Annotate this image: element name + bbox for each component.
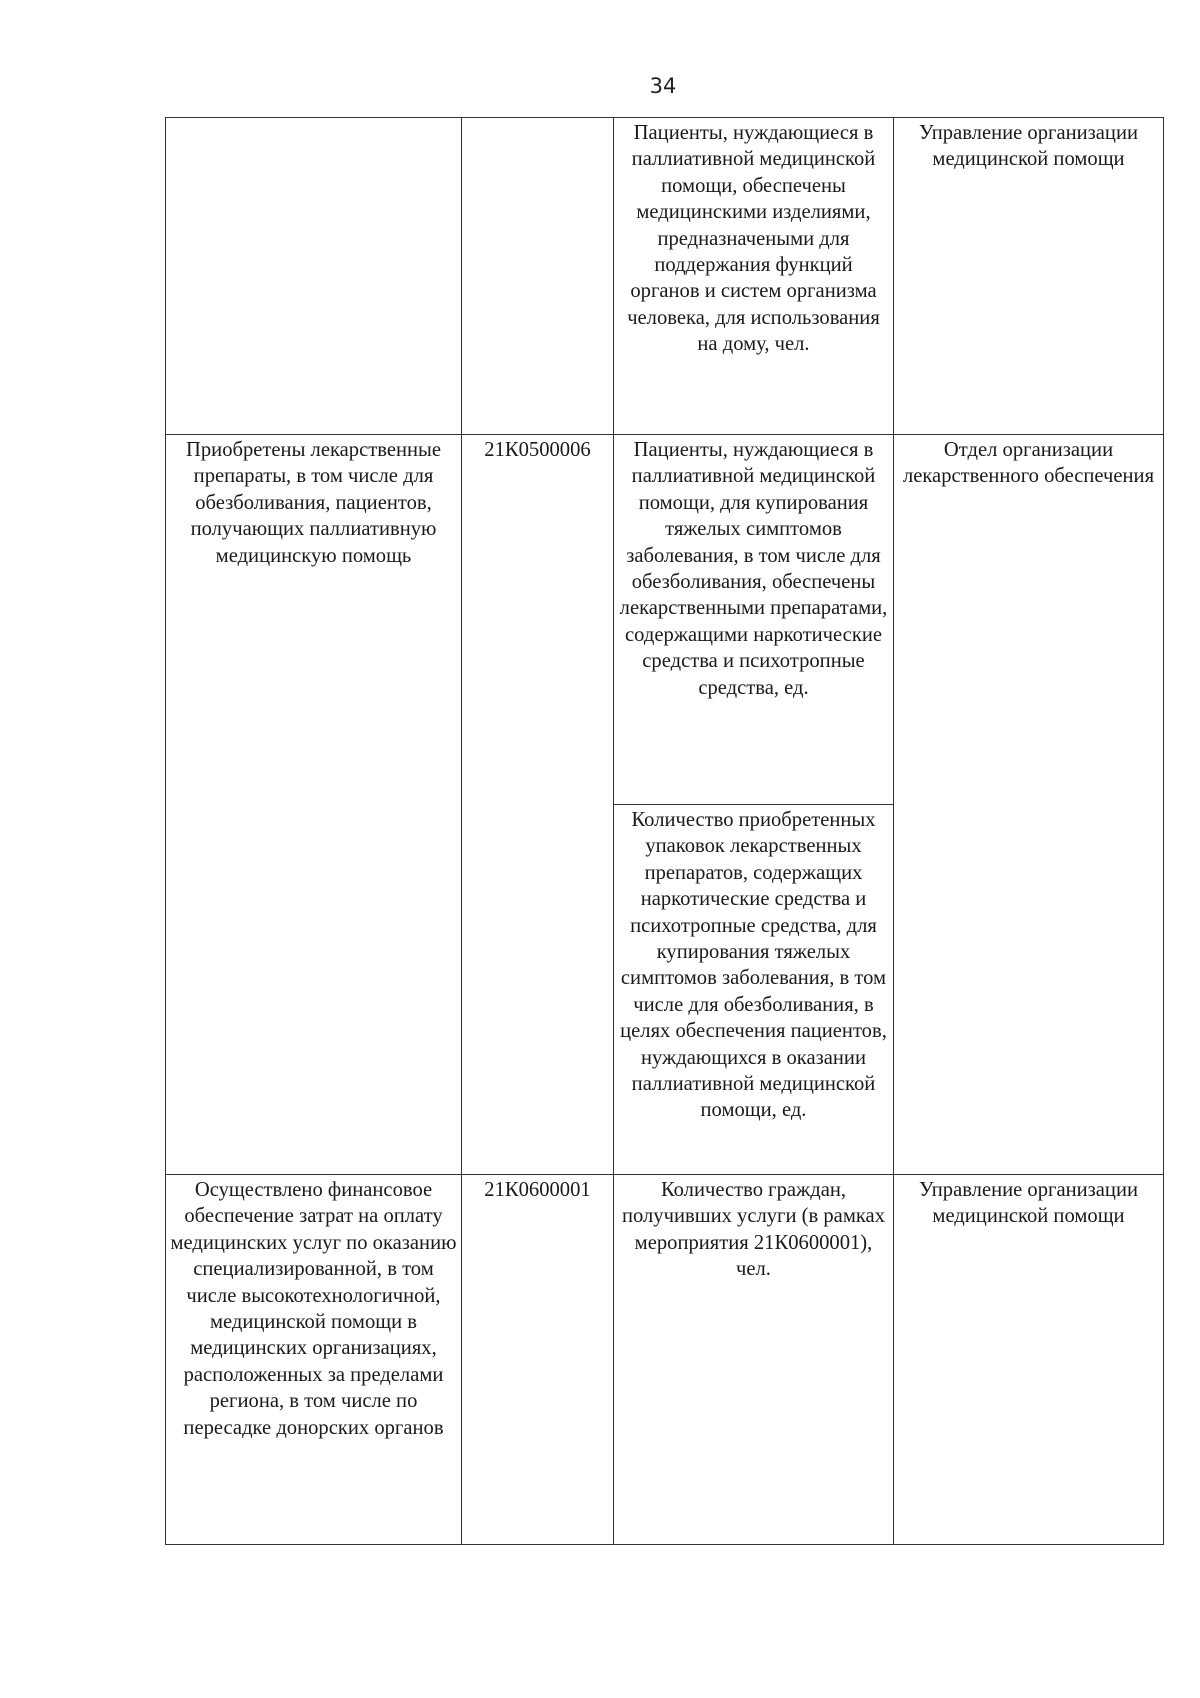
page-number: 34 xyxy=(649,74,677,98)
indicator-cell: Пациенты, нуждающиеся в паллиативной медицинской помощи, для купирования тяжелых симптомов заболевания, в том числе для обезболивания, обеспечены лекарственными препаратами, содержащими наркотические средства и психотропные средства, ед. xyxy=(614,435,894,805)
task-cell: Приобретены лекарственные препараты, в том числе для обезболивания, пациентов, получающих паллиативную медицинскую помощь xyxy=(166,435,462,1175)
indicator-cell: Количество приобретенных упаковок лекарственных препаратов, содержащих наркотические средства и психотропные средства, для купирования тяжелых симптомов заболевания, в том числе для обезболивания, в целях обеспечения пациентов, нуждающихся в оказании паллиативной медицинской помощи, ед. xyxy=(614,805,894,1175)
indicator-cell: Количество граждан, получивших услуги (в рамках мероприятия 21К0600001), чел. xyxy=(614,1175,894,1545)
code-cell: 21К0600001 xyxy=(462,1175,614,1545)
responsible-cell: Управление организации медицинской помощи xyxy=(894,1175,1164,1545)
table-row xyxy=(166,435,1164,805)
table-row xyxy=(166,118,1164,435)
code-cell: 21К0500006 xyxy=(462,435,614,1175)
measures-table xyxy=(165,117,1164,1545)
responsible-cell: Отдел организации лекарственного обеспечения xyxy=(894,435,1164,1175)
task-cell: Осуществлено финансовое обеспечение затрат на оплату медицинских услуг по оказанию специализированной, в том числе высокотехнологичной, медицинской помощи в медицинских организациях, расположенных за пределами региона, в том числе по пересадке донорских органов xyxy=(166,1175,462,1545)
table-row xyxy=(166,1175,1164,1545)
indicator-cell: Пациенты, нуждающиеся в паллиативной медицинской помощи, обеспечены медицинскими изделиями, предназначеными для поддержания функций органов и систем организма человека, для использования на дому, чел. xyxy=(614,118,894,435)
task-cell xyxy=(166,118,462,435)
code-cell xyxy=(462,118,614,435)
responsible-cell: Управление организации медицинской помощи xyxy=(894,118,1164,435)
